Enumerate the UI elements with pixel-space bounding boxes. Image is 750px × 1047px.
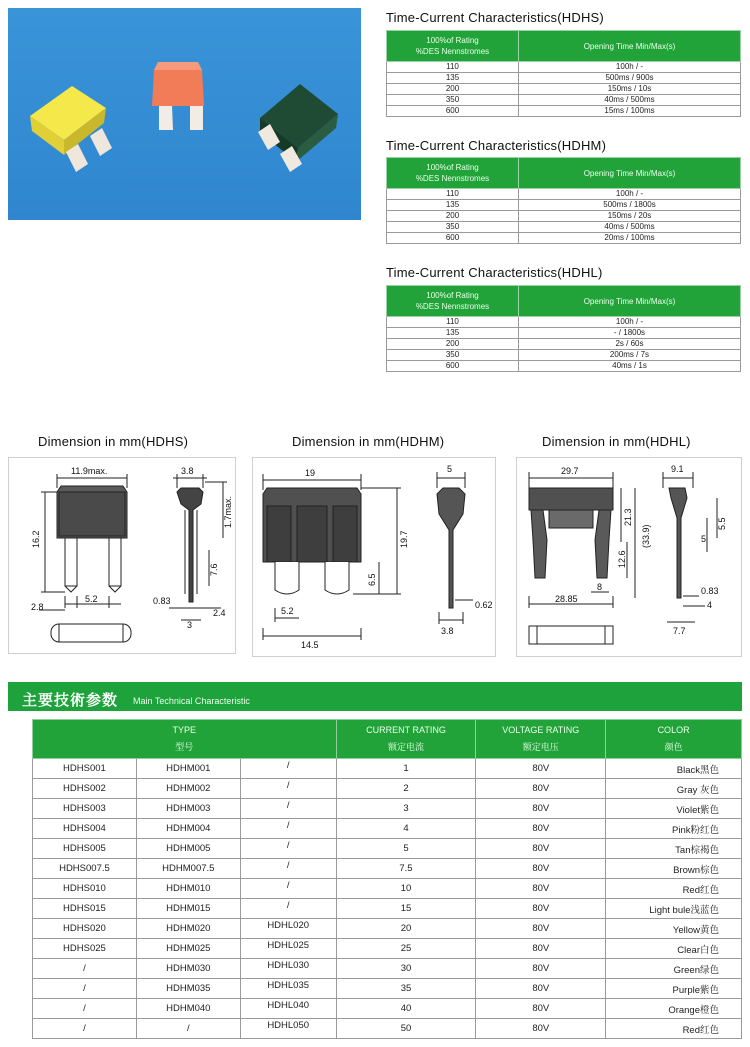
voltage-rating-cell: 80V — [476, 899, 606, 919]
hdhm-model-cell: HDHM002 — [136, 779, 240, 799]
color-cell: Yellow黄色 — [606, 919, 742, 939]
table-row: 135 500ms / 1800s — [387, 200, 741, 211]
tc-header-rating: 100%of Rating %DES Nennstromes — [387, 286, 519, 317]
table-row: 350 200ms / 7s — [387, 350, 741, 361]
hdhl-label-top: 9.1 — [671, 464, 684, 474]
voltage-rating-cell: 80V — [476, 819, 606, 839]
color-cell: Pink粉红色 — [606, 819, 742, 839]
hdhl-model-cell: HDHL030 — [240, 959, 336, 979]
hdhl-label-thick: 0.83 — [701, 586, 719, 596]
hdhl-model-cell: / — [240, 819, 336, 839]
yellow-fuse-image — [30, 86, 112, 172]
hdhm-model-cell: HDHM030 — [136, 959, 240, 979]
current-rating-cell: 30 — [336, 959, 476, 979]
hdhl-label-t2: 4 — [707, 600, 713, 610]
dim-drawing-hdhs — [8, 457, 236, 654]
hdhs-label-top: 3.8 — [181, 466, 194, 476]
hdhs-model-cell: HDHS015 — [33, 899, 137, 919]
table-row: 350 40ms / 500ms — [387, 95, 741, 106]
current-rating-cell: 40 — [336, 999, 476, 1019]
hdhm-label-pin: 6.5 — [367, 573, 377, 586]
product-photo — [8, 8, 361, 220]
hdhs-model-cell: HDHS007.5 — [33, 859, 137, 879]
color-cell: Red红色 — [606, 1019, 742, 1039]
current-rating-cell: 2 — [336, 779, 476, 799]
table-row: 110 100h / - — [387, 62, 741, 73]
fuse-photo-illustration — [8, 8, 361, 220]
header-type: TYPE 型号 — [33, 720, 337, 759]
hdhm-technical-drawing — [253, 458, 495, 656]
table-row: 600 15ms / 100ms — [387, 106, 741, 117]
hdhs-model-cell: HDHS002 — [33, 779, 137, 799]
color-cell: Gray 灰色 — [606, 779, 742, 799]
hdhm-model-cell: HDHM015 — [136, 899, 240, 919]
spec-header-bar — [8, 682, 742, 711]
current-rating-cell: 50 — [336, 1019, 476, 1039]
table-row: 350 40ms / 500ms — [387, 222, 741, 233]
current-rating-cell: 1 — [336, 759, 476, 779]
green-fuse-image — [258, 84, 338, 172]
current-rating-cell: 25 — [336, 939, 476, 959]
hdhm-model-cell: HDHM040 — [136, 999, 240, 1019]
hdhm-label-top: 5 — [447, 464, 453, 474]
header-voltage: VOLTAGE RATING 额定电压 — [476, 720, 606, 759]
tc-header-time: Opening Time Min/Max(s) — [519, 286, 741, 317]
voltage-rating-cell: 80V — [476, 879, 606, 899]
table-row: 200 2s / 60s — [387, 339, 741, 350]
hdhs-model-cell: HDHS004 — [33, 819, 137, 839]
hdhl-label-side: 5.5 — [717, 517, 727, 530]
dim-title-hdhs: Dimension in mm(HDHS) — [38, 434, 189, 449]
voltage-rating-cell: 80V — [476, 799, 606, 819]
hdhl-model-cell: HDHL025 — [240, 939, 336, 959]
hdhm-model-cell: HDHM007.5 — [136, 859, 240, 879]
color-cell: Light bule浅蓝色 — [606, 899, 742, 919]
hdhl-model-cell: / — [240, 759, 336, 779]
hdhs-label-side: 1.7max. — [223, 495, 233, 528]
hdhl-label-total: (33.9) — [641, 524, 651, 548]
hdhs-model-cell: / — [33, 959, 137, 979]
current-rating-cell: 3 — [336, 799, 476, 819]
voltage-rating-cell: 80V — [476, 959, 606, 979]
table-row: 135 - / 1800s — [387, 328, 741, 339]
hdhs-model-cell: / — [33, 999, 137, 1019]
table-row: 135 500ms / 900s — [387, 73, 741, 84]
hdhs-label-pinw: 3 — [187, 620, 193, 630]
hdhl-label-leg: 8 — [597, 582, 603, 592]
color-cell: Violet紫色 — [606, 799, 742, 819]
header-current: CURRENT RATING 额定电流 — [336, 720, 476, 759]
table-row — [33, 959, 742, 979]
color-cell: Black黑色 — [606, 759, 742, 779]
table-row — [33, 859, 742, 879]
hdhm-label-thick: 3.8 — [441, 626, 454, 636]
table-row: 600 20ms / 100ms — [387, 233, 741, 244]
hdhs-label-gap: 5.2 — [85, 594, 98, 604]
table-row — [33, 799, 742, 819]
hdhm-label-width: 19 — [305, 468, 316, 478]
table-row — [33, 759, 742, 779]
hdhs-model-cell: / — [33, 1019, 137, 1039]
hdhs-label-leg: 2.8 — [31, 602, 44, 612]
voltage-rating-cell: 80V — [476, 979, 606, 999]
tc-table-hdhm — [386, 157, 741, 244]
hdhl-model-cell: HDHL035 — [240, 979, 336, 999]
tc-header-time: Opening Time Min/Max(s) — [519, 31, 741, 62]
hdhm-model-cell: HDHM010 — [136, 879, 240, 899]
hdhs-label-width: 11.9max. — [71, 466, 108, 476]
hdhl-model-cell: / — [240, 879, 336, 899]
hdhs-label-edge: 2.4 — [213, 608, 226, 618]
hdhs-label-pin: 7.6 — [209, 563, 219, 576]
table-row: 200 150ms / 10s — [387, 84, 741, 95]
voltage-rating-cell: 80V — [476, 839, 606, 859]
table-row — [33, 879, 742, 899]
hdhm-model-cell: HDHM001 — [136, 759, 240, 779]
header-color: COLOR 颜色 — [606, 720, 742, 759]
table-row: 600 40ms / 1s — [387, 361, 741, 372]
hdhm-model-cell: HDHM025 — [136, 939, 240, 959]
current-rating-cell: 5 — [336, 839, 476, 859]
tc-header-rating: 100%of Rating %DES Nennstromes — [387, 158, 519, 189]
voltage-rating-cell: 80V — [476, 1019, 606, 1039]
hdhl-label-mid: 5 — [701, 534, 707, 544]
table-row — [33, 819, 742, 839]
hdhl-model-cell: / — [240, 839, 336, 859]
current-rating-cell: 15 — [336, 899, 476, 919]
hdhl-model-cell: HDHL040 — [240, 999, 336, 1019]
current-rating-cell: 10 — [336, 879, 476, 899]
dim-title-hdhl: Dimension in mm(HDHL) — [542, 434, 691, 449]
hdhs-model-cell: HDHS001 — [33, 759, 137, 779]
spec-table — [32, 719, 742, 1039]
tc-title-hdhs: Time-Current Characteristics(HDHS) — [386, 10, 604, 25]
hdhm-model-cell: HDHM020 — [136, 919, 240, 939]
tc-title-hdhm: Time-Current Characteristics(HDHM) — [386, 138, 607, 153]
hdhm-label-base: 14.5 — [301, 640, 319, 650]
table-row: 110 100h / - — [387, 189, 741, 200]
spec-title-en: Main Technical Characteristic — [133, 696, 250, 706]
table-row — [33, 999, 742, 1019]
color-cell: Brown棕色 — [606, 859, 742, 879]
voltage-rating-cell: 80V — [476, 919, 606, 939]
tc-title-hdhl: Time-Current Characteristics(HDHL) — [386, 265, 603, 280]
hdhs-label-height: 16.2 — [31, 530, 41, 548]
spec-title-cn: 主要技術参数 — [22, 692, 119, 709]
hdhs-label-thick: 0.83 — [153, 596, 171, 606]
table-row — [33, 779, 742, 799]
hdhm-label-gap: 5.2 — [281, 606, 294, 616]
hdhm-model-cell: HDHM005 — [136, 839, 240, 859]
table-row — [33, 1019, 742, 1039]
hdhm-label-tip: 0.62 — [475, 600, 493, 610]
hdhl-technical-drawing — [517, 458, 741, 656]
hdhl-label-t3: 7.7 — [673, 626, 686, 636]
hdhl-model-cell: / — [240, 799, 336, 819]
table-row — [33, 979, 742, 999]
tc-header-time: Opening Time Min/Max(s) — [519, 158, 741, 189]
hdhs-model-cell: / — [33, 979, 137, 999]
hdhl-model-cell: / — [240, 859, 336, 879]
color-cell: Orange橙色 — [606, 999, 742, 1019]
table-row: 200 150ms / 20s — [387, 211, 741, 222]
hdhs-technical-drawing — [9, 458, 235, 653]
hdhm-model-cell: HDHM004 — [136, 819, 240, 839]
voltage-rating-cell: 80V — [476, 999, 606, 1019]
voltage-rating-cell: 80V — [476, 759, 606, 779]
hdhl-model-cell: / — [240, 899, 336, 919]
tc-table-hdhl — [386, 285, 741, 372]
hdhs-model-cell: HDHS020 — [33, 919, 137, 939]
color-cell: Tan棕褐色 — [606, 839, 742, 859]
hdhl-label-pin: 12.6 — [617, 550, 627, 568]
voltage-rating-cell: 80V — [476, 859, 606, 879]
hdhl-model-cell: HDHL050 — [240, 1019, 336, 1039]
table-row — [33, 839, 742, 859]
dim-drawing-hdhm — [252, 457, 496, 657]
table-row — [33, 899, 742, 919]
hdhl-label-base: 28.85 — [555, 594, 578, 604]
hdhl-label-height: 21.3 — [623, 508, 633, 526]
hdhm-model-cell: HDHM035 — [136, 979, 240, 999]
hdhl-model-cell: HDHL020 — [240, 919, 336, 939]
table-row — [33, 919, 742, 939]
current-rating-cell: 35 — [336, 979, 476, 999]
hdhs-model-cell: HDHS005 — [33, 839, 137, 859]
table-row: 110 100h / - — [387, 317, 741, 328]
tc-header-rating: 100%of Rating %DES Nennstromes — [387, 31, 519, 62]
hdhs-model-cell: HDHS010 — [33, 879, 137, 899]
current-rating-cell: 20 — [336, 919, 476, 939]
hdhm-model-cell: / — [136, 1019, 240, 1039]
voltage-rating-cell: 80V — [476, 939, 606, 959]
table-row — [33, 939, 742, 959]
pink-fuse-image — [152, 62, 204, 130]
color-cell: Purple紫色 — [606, 979, 742, 999]
current-rating-cell: 4 — [336, 819, 476, 839]
color-cell: Red红色 — [606, 879, 742, 899]
color-cell: Green绿色 — [606, 959, 742, 979]
hdhl-model-cell: / — [240, 779, 336, 799]
hdhl-label-width: 29.7 — [561, 466, 579, 476]
current-rating-cell: 7.5 — [336, 859, 476, 879]
voltage-rating-cell: 80V — [476, 779, 606, 799]
hdhs-model-cell: HDHS003 — [33, 799, 137, 819]
tc-table-hdhs — [386, 30, 741, 117]
dim-drawing-hdhl — [516, 457, 742, 657]
hdhm-label-height: 19.7 — [399, 530, 409, 548]
hdhs-model-cell: HDHS025 — [33, 939, 137, 959]
hdhm-model-cell: HDHM003 — [136, 799, 240, 819]
color-cell: Clear白色 — [606, 939, 742, 959]
dim-title-hdhm: Dimension in mm(HDHM) — [292, 434, 445, 449]
